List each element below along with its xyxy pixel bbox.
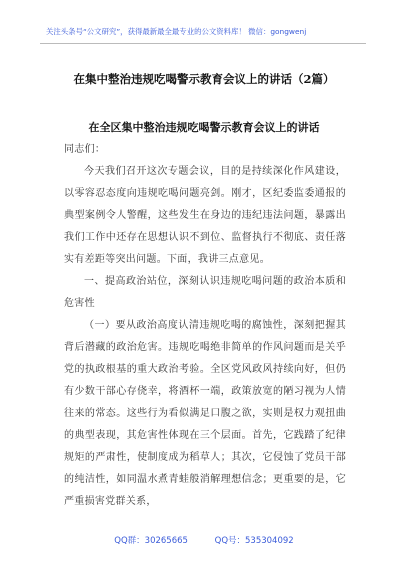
section-heading: 一、提高政治站位，深刻认识违规吃喝问题的政治本质和危害性 [64,276,346,309]
paragraph-intro: 今天我们召开这次专题会议，目的是持续深化作风建设，以零容忍态度向违规吃喝问题亮剑。刚才，区纪委监委通报的典型案例令人警醒，这些发生在身边的违纪违法问题，暴露出我们工作中还存在思想认识不到位、监督执行不彻底、责任落实有差距等突出问题。下面，我讲三点意见。 [64,166,346,265]
footer-qq-group: QQ群：30265665 [114,536,188,546]
salutation: 同志们： [64,144,106,155]
paragraph-point-1: （一）要从政治高度认清违规吃喝的腐蚀性，深刻把握其背后潜藏的政治危害。违规吃喝绝非简单的作风问题而是关乎党的执政根基的重大政治考验。全区党风政风持续向好，但仍有少数干部心存侥幸，将酒杯一端，政策放宽的陋习视为人情往来的常态。这些行为看似满足口腹之欲，实则是权力观扭曲的典型表现，其危害性体现在三个层面。首先，它践踏了纪律规矩的严肃性，使制度成为稻草人；其次，它侵蚀了党员干部的纯洁性，如同温水煮青蛙般消解理想信念；更重要的是，它严重损害党群关系， [64,320,346,507]
header-banner: 关注头条号“公文研究”，获得最新最全最专业的公文资料库！ 微信：gongwenj [46,27,307,36]
document-title: 在集中整治违规吃喝警示教育会议上的讲话（2篇） [73,72,335,86]
document-body [64,139,346,513]
header-divider [40,43,366,44]
speech-title: 在全区集中整治违规吃喝警示教育会议上的讲话 [88,121,320,134]
footer [0,534,408,546]
footer-qq: QQ号：535304092 [214,536,294,546]
